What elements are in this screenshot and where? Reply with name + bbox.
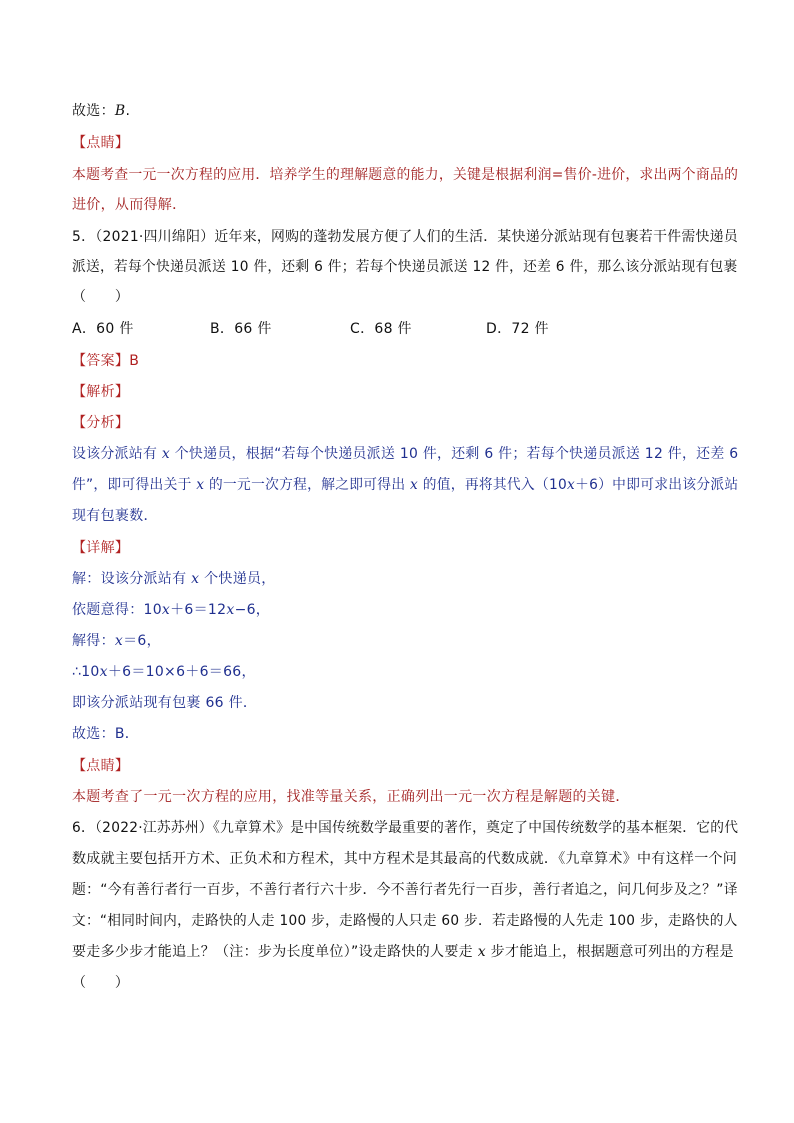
q5-fenxi-1b: 个快递员，根据“若每个快递员派送 10 件，还剩 6 件；若每个快递员派送 12 件，还差 6: [170, 446, 739, 462]
q5-fenxi-2x: x: [196, 477, 205, 493]
q5-comment-header: 【点睛】: [72, 758, 130, 774]
q5-d4x: x: [99, 664, 108, 680]
q6-5b: 步才能追上，根据题意可列出的方程是: [485, 944, 734, 960]
q5-d1b: 个快递员，: [199, 571, 276, 587]
q6-line-5: [72, 942, 734, 962]
q5-option-a: A．60 件: [72, 321, 134, 337]
q5-d2x2: x: [226, 602, 235, 618]
q5-fenxi-line-2: [72, 475, 738, 495]
q5-analysis-header: 【解析】: [72, 384, 130, 400]
q5-detail-line-5: 即该分派站现有包裹 66 件．: [72, 695, 258, 711]
q5-d2c: −6，: [234, 602, 271, 618]
q5-detail-line-6: 故选：B．: [72, 726, 140, 742]
prev-comment-header: 【点睛】: [72, 135, 130, 151]
q6-5a: 要走多少步才能追上？（注：步为长度单位）”设走路快的人要走: [72, 944, 478, 960]
q6-5x: x: [477, 944, 486, 960]
q6-line-3: 题：“今有善行者行一百步，不善行者行六十步．今不善行者先行一百步，善行者追之，问几何步及之？”译: [72, 882, 738, 898]
q5-answer-blank: （ ）: [72, 289, 130, 305]
q6-line-2: 数成就主要包括开方术、正负术和方程术，其中方程术是其最高的代数成就．《九章算术》中有这样一个问: [72, 851, 738, 867]
q5-detail-line-2: [72, 600, 270, 620]
q5-detail-header: 【详解】: [72, 540, 130, 556]
q5-d3x: x: [114, 633, 124, 649]
q5-detail-line-3: [72, 631, 161, 651]
q5-fenxi-2d: ＋6）中即可求出该分派站: [575, 477, 739, 493]
q6-line-1: 6．（2022·江苏苏州）《九章算术》是中国传统数学最重要的著作，奠定了中国传统数学的基本框架．它的代: [72, 820, 739, 836]
q5-option-b: B．66 件: [210, 321, 272, 337]
prev-answer-line: [72, 101, 130, 121]
q5-fenxi-line-1: [72, 444, 738, 464]
prev-answer-prefix: 故选：: [72, 103, 115, 119]
prev-comment-line-1: 本题考查一元一次方程的应用．培养学生的理解题意的能力，关键是根据利润=售价-进价，求出两个商品的: [72, 167, 739, 183]
q5-fenxi-2x3: x: [567, 477, 576, 493]
q5-fenxi-header: 【分析】: [72, 415, 130, 431]
q5-stem-line-1: 5．（2021·四川绵阳）近年来，网购的蓬勃发展方便了人们的生活．某快递分派站现有包裹若干件需快递员: [72, 229, 738, 245]
prev-answer-value: B: [114, 103, 126, 119]
q5-d3b: ＝6，: [123, 633, 161, 649]
q5-fenxi-line-3: 现有包裹数．: [72, 508, 158, 524]
q5-d2b: ＋6＝12: [170, 602, 227, 618]
q5-stem-line-2: 派送，若每个快递员派送 10 件，还剩 6 件；若每个快递员派送 12 件，还差 6 件，那么该分派站现有包裹: [72, 259, 738, 275]
q5-answer-header: 【答案】B: [72, 353, 140, 369]
q5-fenxi-1a: 设该分派站有: [72, 446, 162, 462]
q5-d2x: x: [161, 602, 171, 618]
q5-comment: 本题考查了一元一次方程的应用，找准等量关系，正确列出一元一次方程是解题的关键．: [72, 789, 630, 805]
q5-d1x: x: [191, 571, 200, 587]
q5-fenxi-2c: 的值，再将其代入（10: [418, 477, 568, 493]
q5-d1a: 解：设该分派站有: [72, 571, 192, 587]
q5-d3a: 解得：: [72, 633, 115, 649]
q5-detail-line-1: [72, 569, 276, 589]
prev-answer-suffix: .: [125, 103, 131, 119]
q5-fenxi-2a: 件”，即可得出关于: [72, 477, 197, 493]
q5-fenxi-2b: 的一元一次方程，解之即可得出: [204, 477, 411, 493]
q5-fenxi-1x: x: [161, 446, 171, 462]
q5-detail-line-4: [72, 662, 256, 682]
q5-option-d: D．72 件: [486, 321, 549, 337]
q5-d4a: ∴10: [72, 664, 100, 680]
q5-fenxi-2x2: x: [410, 477, 419, 493]
q5-d2a: 依题意得：10: [72, 602, 162, 618]
q5-options: [72, 319, 722, 339]
q5-d4b: ＋6＝10×6＋6＝66，: [107, 664, 256, 680]
q6-answer-blank: （ ）: [72, 975, 130, 991]
prev-comment-line-2: 进价，从而得解．: [72, 197, 187, 213]
q5-option-c: C．68 件: [350, 321, 412, 337]
q6-line-4: 文：“相同时间内，走路快的人走 100 步，走路慢的人只走 60 步．若走路慢的人先走 100 步，走路快的人: [72, 913, 738, 929]
